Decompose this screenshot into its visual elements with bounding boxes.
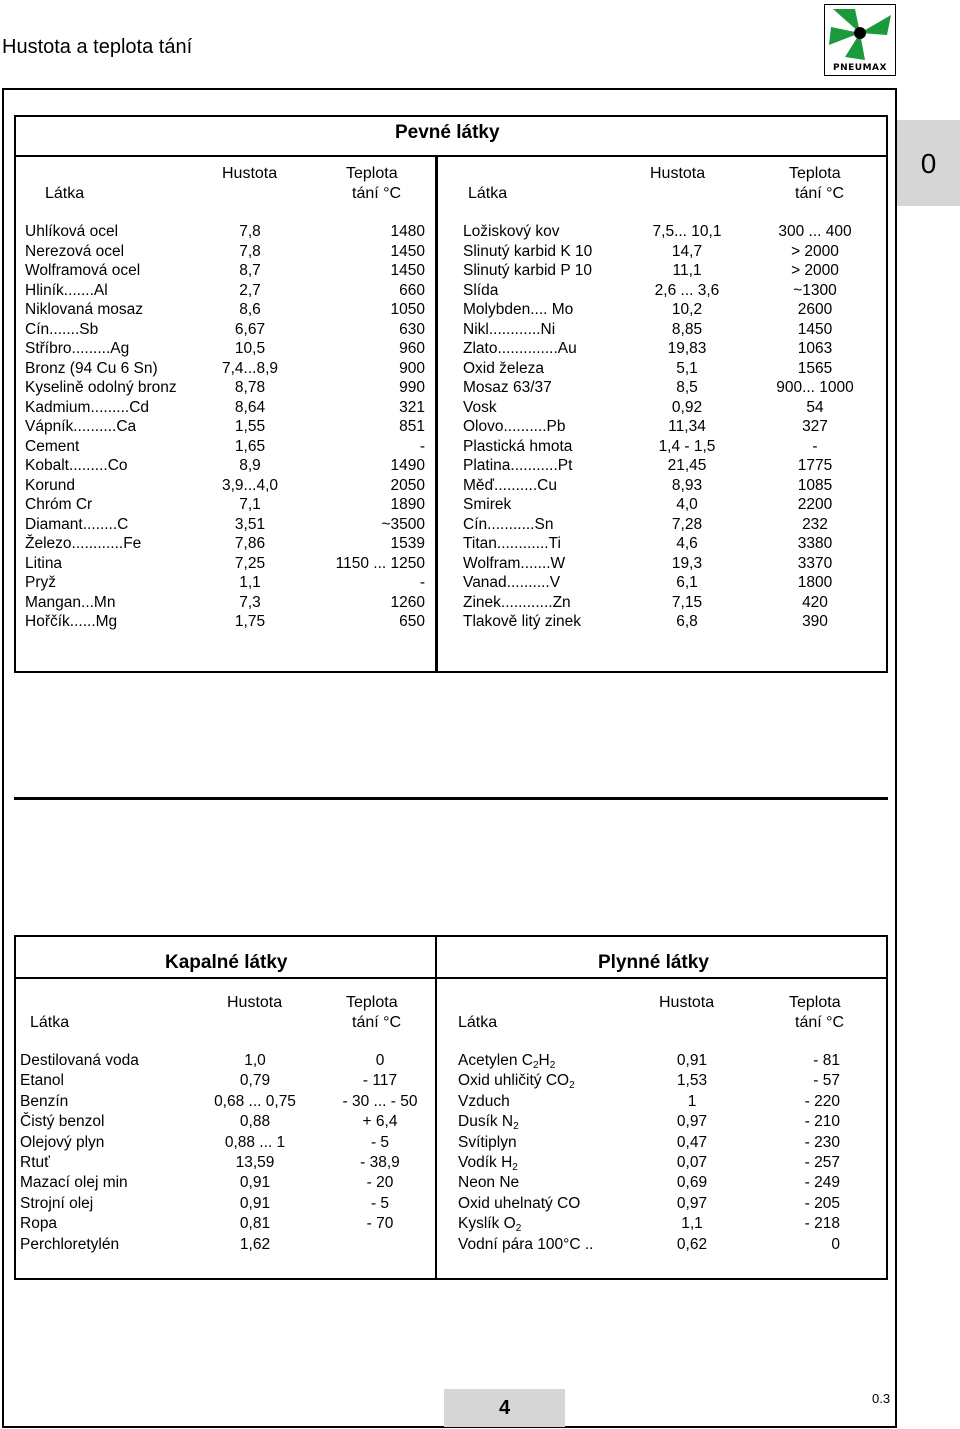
- table-cell: 0,07: [676, 1153, 708, 1171]
- solids-title-divider: [14, 155, 888, 157]
- table-cell: 8,85: [671, 320, 703, 338]
- table-cell: 1565: [797, 359, 833, 377]
- table-cell: 321: [399, 398, 425, 416]
- table-cell: - 70: [366, 1215, 394, 1233]
- solids-column-divider: [435, 155, 438, 673]
- table-cell: - 5: [370, 1133, 390, 1151]
- table-cell: - 220: [804, 1092, 840, 1110]
- table-cell: Korund: [25, 476, 75, 494]
- table-cell: 0: [375, 1052, 385, 1069]
- table-cell: 11,1: [672, 262, 702, 279]
- table-cell: 6,1: [676, 574, 698, 591]
- table-cell: > 2000: [791, 262, 839, 279]
- table-cell: 232: [802, 515, 828, 533]
- list-item: Vodní pára 100°C ..: [458, 1235, 594, 1253]
- table-cell: Titan............Ti: [463, 535, 561, 552]
- table-cell: 960: [399, 340, 425, 357]
- table-cell: 0,91: [239, 1174, 271, 1192]
- table-cell: Tlakově litý zinek: [463, 613, 582, 630]
- table-cell: 1,0: [244, 1052, 266, 1069]
- table-cell: [315, 1235, 445, 1255]
- table-cell: Wolframová ocel: [25, 262, 141, 279]
- table-cell: Wolfram.......W: [463, 554, 566, 572]
- table-cell: 8,6: [239, 301, 261, 318]
- header-hustota: Hustota: [659, 994, 715, 1011]
- table-cell: Rtuť: [20, 1153, 50, 1171]
- page-title: Hustota a teplota tání: [2, 36, 193, 58]
- table-cell: 7,3: [239, 593, 261, 611]
- table-cell: 0,81: [239, 1215, 271, 1233]
- table-cell: Čistý benzol: [20, 1113, 105, 1131]
- table-cell: 1050: [390, 301, 425, 318]
- list-item: Oxid uhelnatý CO: [458, 1194, 581, 1212]
- header-latka: Látka: [30, 1014, 70, 1031]
- table-cell: 0,88: [239, 1113, 271, 1131]
- table-cell: Železo............Fe: [25, 535, 142, 552]
- table-cell: 7,28: [671, 515, 703, 533]
- section-tab-label: 0: [920, 148, 937, 179]
- list-item: Neon Ne: [458, 1174, 520, 1192]
- table-cell: - 117: [362, 1072, 398, 1090]
- gases-title: Plynné látky: [598, 952, 709, 973]
- fluids-title-divider: [14, 977, 888, 979]
- liquids-density: [195, 1051, 315, 1255]
- table-cell: 1490: [390, 457, 425, 474]
- table-cell: 900: [399, 359, 425, 377]
- table-cell: ~1300: [793, 281, 837, 299]
- table-cell: Plastická hmota: [463, 437, 573, 455]
- table-cell: 10,2: [671, 301, 703, 318]
- table-cell: 7,15: [671, 593, 703, 611]
- table-cell: Platina...........Pt: [463, 457, 573, 474]
- table-cell: - 38,9: [360, 1153, 400, 1171]
- table-cell: 900... 1000: [776, 379, 854, 396]
- table-cell: Měď..........Cu: [463, 476, 557, 494]
- table-cell: 851: [399, 418, 425, 435]
- table-cell: 7,25: [234, 554, 266, 572]
- table-cell: 630: [399, 320, 425, 338]
- table-cell: 11,34: [668, 418, 706, 435]
- header-teplota: Teplota: [346, 994, 398, 1011]
- table-cell: 8,93: [671, 476, 703, 494]
- solids-left-melting: [300, 222, 425, 632]
- table-cell: 19,3: [671, 554, 703, 572]
- table-cell: 1260: [390, 593, 425, 611]
- liquids-melting: [315, 1051, 445, 1255]
- table-cell: 1450: [797, 320, 833, 338]
- table-cell: Etanol: [20, 1072, 64, 1090]
- table-cell: 420: [802, 593, 828, 611]
- table-cell: 0,68 ... 0,75: [214, 1092, 296, 1110]
- table-cell: 1150 ... 1250: [335, 554, 425, 572]
- table-cell: 0,91: [676, 1052, 708, 1069]
- table-cell: 990: [399, 379, 425, 396]
- table-cell: Chróm Cr: [25, 496, 93, 513]
- table-cell: 650: [399, 613, 425, 630]
- table-cell: 1,62: [239, 1235, 271, 1253]
- list-item: Oxid uhličitý $CO_2$: [458, 1072, 575, 1092]
- table-cell: Nerezová ocel: [25, 242, 125, 260]
- table-cell: Olovo..........Pb: [463, 418, 566, 435]
- header-teplota: Teplota: [789, 165, 841, 182]
- solids-right-density: [628, 222, 746, 632]
- header-latka: Látka: [468, 185, 508, 202]
- table-cell: 3370: [797, 554, 833, 572]
- table-cell: 19,83: [667, 340, 707, 357]
- table-cell: 1775: [797, 457, 833, 474]
- table-cell: -: [419, 574, 425, 591]
- table-cell: 1450: [390, 262, 425, 279]
- table-cell: 1,4 - 1,5: [658, 437, 716, 455]
- solids-left-density: [190, 222, 310, 632]
- header-hustota: Hustota: [227, 994, 283, 1011]
- section-rule: [14, 797, 888, 800]
- table-cell: 1539: [390, 535, 425, 552]
- table-cell: 6,67: [234, 320, 266, 338]
- table-cell: 54: [806, 398, 824, 416]
- table-cell: 0,92: [671, 398, 703, 416]
- table-cell: 6,8: [676, 613, 698, 630]
- table-cell: 327: [802, 418, 828, 435]
- header-hustota: Hustota: [650, 165, 706, 182]
- table-cell: 0,88 ... 1: [224, 1133, 286, 1151]
- solids-left-names: [25, 222, 197, 632]
- table-cell: Perchloretylén: [20, 1235, 120, 1253]
- table-cell: 1800: [797, 574, 833, 591]
- table-cell: Mosaz 63/37: [463, 379, 552, 396]
- solids-right-names: [463, 222, 633, 632]
- table-cell: 3,51: [234, 515, 266, 533]
- list-item: Dusík $N_2$: [458, 1113, 519, 1133]
- table-cell: Cement: [25, 437, 80, 455]
- table-cell: 0,69: [676, 1174, 708, 1192]
- table-cell: 1: [687, 1092, 697, 1110]
- table-cell: 1,65: [234, 437, 266, 455]
- table-cell: - 210: [804, 1113, 840, 1131]
- table-cell: 1450: [390, 242, 425, 260]
- table-cell: 1480: [390, 223, 425, 240]
- table-cell: 390: [802, 613, 828, 630]
- list-item: Vzduch: [458, 1092, 510, 1110]
- header-latka: Látka: [458, 1014, 498, 1031]
- table-cell: Kadmium.........Cd: [25, 398, 150, 416]
- liquids-title: Kapalné látky: [165, 952, 288, 973]
- table-cell: - 5: [370, 1194, 390, 1212]
- header-hustota: Hustota: [222, 165, 278, 182]
- table-cell: - 257: [804, 1153, 840, 1171]
- table-cell: Cín.......Sb: [25, 320, 99, 338]
- table-cell: 8,78: [234, 379, 266, 396]
- table-cell: Molybden.... Mo: [463, 301, 574, 318]
- table-cell: Diamant........C: [25, 515, 129, 533]
- table-cell: Hliník.......Al: [25, 281, 108, 299]
- table-cell: 0: [831, 1235, 840, 1253]
- table-cell: Oxid železa: [463, 359, 544, 377]
- table-cell: Destilovaná voda: [20, 1052, 139, 1069]
- table-cell: Benzín: [20, 1092, 69, 1110]
- table-cell: 7,86: [234, 535, 266, 552]
- header-tani: tání °C: [352, 1014, 402, 1031]
- header-teplota: Teplota: [789, 994, 841, 1011]
- table-cell: 13,59: [235, 1153, 275, 1171]
- pinwheel-icon: [825, 5, 895, 61]
- pneumax-logo: [824, 4, 896, 76]
- table-cell: 1063: [797, 340, 833, 357]
- table-cell: Litina: [25, 554, 63, 572]
- page-number: 4: [444, 1389, 565, 1427]
- table-cell: Nikl............Ni: [463, 320, 556, 338]
- table-cell: 8,9: [239, 457, 261, 474]
- table-cell: Ropa: [20, 1215, 58, 1233]
- table-cell: 0,47: [676, 1133, 708, 1151]
- table-cell: + 6,4: [362, 1113, 398, 1131]
- table-cell: Niklovaná mosaz: [25, 301, 144, 318]
- table-cell: -: [419, 437, 425, 455]
- table-cell: - 218: [804, 1215, 840, 1233]
- table-cell: 7,1: [239, 496, 261, 513]
- list-item: Vodík $H_2$: [458, 1153, 518, 1173]
- sheet-code: 0.3: [872, 1391, 891, 1406]
- table-cell: Slída: [463, 281, 499, 299]
- table-cell: 2600: [797, 301, 833, 318]
- liquids-names: [20, 1051, 210, 1255]
- table-cell: -: [812, 437, 818, 455]
- table-cell: 1,1: [239, 574, 261, 591]
- table-cell: 1890: [390, 496, 425, 513]
- table-cell: 7,8: [239, 242, 261, 260]
- table-cell: Kyselině odolný bronz: [25, 379, 177, 396]
- table-cell: 14,7: [671, 242, 703, 260]
- table-cell: - 30 ... - 50: [342, 1092, 418, 1110]
- table-cell: Strojní olej: [20, 1194, 94, 1212]
- table-cell: 5,1: [676, 359, 698, 377]
- table-cell: Cín...........Sn: [463, 515, 554, 533]
- table-cell: Stříbro.........Ag: [25, 340, 130, 357]
- gases-names: [458, 1051, 658, 1255]
- solids-title: Pevné látky: [395, 122, 500, 143]
- table-cell: 3380: [797, 535, 833, 552]
- table-cell: Olejový plyn: [20, 1133, 105, 1151]
- table-cell: 1,53: [676, 1072, 708, 1090]
- table-cell: 7,4...8,9: [221, 359, 278, 377]
- table-cell: - 81: [813, 1052, 840, 1069]
- table-cell: 1,1: [681, 1215, 703, 1233]
- gases-melting: [740, 1051, 840, 1255]
- table-cell: 2,6 ... 3,6: [654, 281, 720, 299]
- table-cell: Zinek............Zn: [463, 593, 571, 611]
- table-cell: Vanad..........V: [463, 574, 561, 591]
- table-cell: 3,9...4,0: [221, 476, 278, 494]
- list-item: Kyslík $O_2$: [458, 1215, 522, 1235]
- table-cell: 7,8: [239, 223, 261, 240]
- table-cell: 7,5... 10,1: [652, 223, 722, 240]
- table-cell: Mangan...Mn: [25, 593, 116, 611]
- table-cell: 0,79: [239, 1072, 271, 1090]
- table-cell: Bronz (94 Cu 6 Sn): [25, 359, 158, 377]
- table-cell: 2,7: [239, 281, 261, 299]
- table-cell: 8,7: [239, 262, 261, 279]
- header-tani: tání °C: [352, 185, 402, 202]
- section-tab[interactable]: [897, 120, 960, 206]
- table-cell: 1085: [797, 476, 833, 494]
- table-cell: Pryž: [25, 574, 56, 591]
- table-cell: 8,64: [234, 398, 266, 416]
- table-cell: Smirek: [463, 496, 512, 513]
- table-cell: ~3500: [381, 515, 425, 533]
- table-cell: 0,91: [239, 1194, 271, 1212]
- table-cell: Kobalt.........Co: [25, 457, 128, 474]
- table-cell: 0,97: [676, 1113, 708, 1131]
- table-cell: - 205: [804, 1194, 840, 1212]
- table-cell: 300 ... 400: [778, 223, 852, 240]
- table-cell: Uhlíková ocel: [25, 223, 119, 240]
- header-latka: Látka: [45, 185, 85, 202]
- table-cell: 1,75: [234, 613, 266, 630]
- table-cell: Slinutý karbid K 10: [463, 242, 593, 260]
- table-cell: 0,97: [676, 1194, 708, 1212]
- table-cell: Hořčík......Mg: [25, 613, 118, 630]
- table-cell: 8,5: [676, 379, 698, 396]
- table-cell: Vápník..........Ca: [25, 418, 137, 435]
- header-tani: tání °C: [795, 1014, 845, 1031]
- table-cell: 10,5: [234, 340, 266, 357]
- gases-density: [632, 1051, 752, 1255]
- header-tani: tání °C: [795, 185, 845, 202]
- table-cell: 1,55: [234, 418, 266, 435]
- table-cell: - 230: [804, 1133, 840, 1151]
- table-cell: 4,6: [676, 535, 698, 552]
- solids-right-melting: [760, 222, 870, 632]
- table-cell: - 249: [804, 1174, 840, 1192]
- list-item: Acetylen $C_2H_2$: [458, 1052, 556, 1071]
- table-cell: Ložiskový kov: [463, 223, 560, 240]
- table-cell: 2050: [390, 476, 425, 494]
- list-item: Svítiplyn: [458, 1133, 517, 1151]
- table-cell: 2200: [797, 496, 833, 513]
- table-cell: Zlato..............Au: [463, 340, 577, 357]
- table-cell: > 2000: [791, 242, 839, 260]
- table-cell: Mazací olej min: [20, 1174, 128, 1192]
- table-cell: Vosk: [463, 398, 497, 416]
- logo-text: PNEUMAX: [833, 63, 887, 73]
- table-cell: - 57: [813, 1072, 840, 1090]
- table-cell: 4,0: [676, 496, 698, 513]
- table-cell: - 20: [366, 1174, 394, 1192]
- header-teplota: Teplota: [346, 165, 398, 182]
- table-cell: Slinutý karbid P 10: [463, 262, 592, 279]
- table-cell: 660: [399, 281, 425, 299]
- table-cell: 0,62: [676, 1235, 708, 1253]
- table-cell: 21,45: [667, 457, 707, 474]
